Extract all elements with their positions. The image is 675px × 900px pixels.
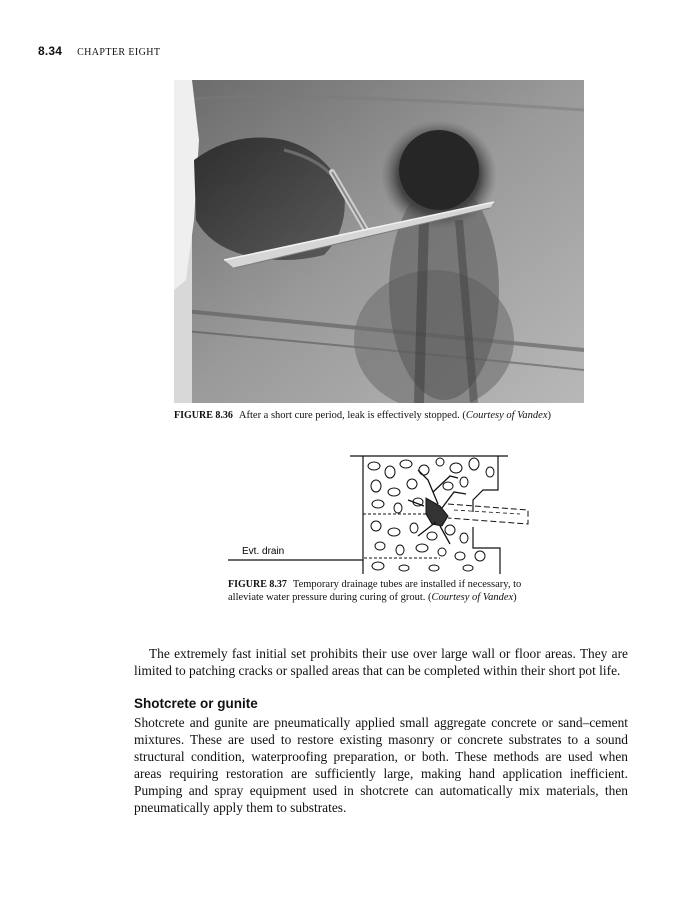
figure-8-36-caption-close: ): [547, 410, 551, 421]
drainage-tube-diagram-icon: [228, 452, 540, 574]
figure-8-37-label: FIGURE 8.37: [228, 579, 287, 590]
figure-8-37-caption: [228, 578, 540, 604]
figure-8-36-caption: [174, 409, 594, 422]
body-paragraph-2: Shotcrete and gunite are pneumatically applied small aggregate concrete or sand–cement mixtures. These are used to restore existing masonry or concrete substrates to a sound structural condition, waterproofing preparation, or both. These methods are used when areas requiring restoration are sufficiently large, making hand application inefficient. Pumping and spray equipment used in shotcrete can automatically mix materials, then pneumatically apply them to substrates.: [134, 715, 628, 815]
figure-8-37-caption-close: ): [513, 592, 517, 603]
figure-8-37-credit: Courtesy of Vandex: [431, 592, 514, 603]
photo-trowel-on-wall-icon: [174, 80, 584, 403]
chapter-title: CHAPTER EIGHT: [77, 47, 161, 58]
figure-8-37-caption-text: Temporary drainage tubes are installed if necessary, to alleviate water pressure during curing of grout. (: [228, 579, 522, 603]
page-number: 8.34: [38, 44, 63, 58]
body-paragraph-1: The extremely fast initial set prohibits their use over large wall or floor areas. They are limited to patching cracks or spalled areas that can be completed within their short pot life.: [134, 646, 628, 678]
figure-8-37-diagram: [228, 452, 540, 574]
figure-8-36-caption-text: After a short cure period, leak is effectively stopped. (: [238, 410, 466, 421]
section-heading: Shotcrete or gunite: [134, 696, 258, 711]
drain-label: Evt. drain: [242, 546, 285, 557]
figure-8-36-credit: Courtesy of Vandex: [465, 410, 548, 421]
figure-8-36-label: FIGURE 8.36: [174, 410, 233, 421]
figure-8-36-photo: [174, 80, 584, 403]
running-head: [38, 44, 160, 58]
